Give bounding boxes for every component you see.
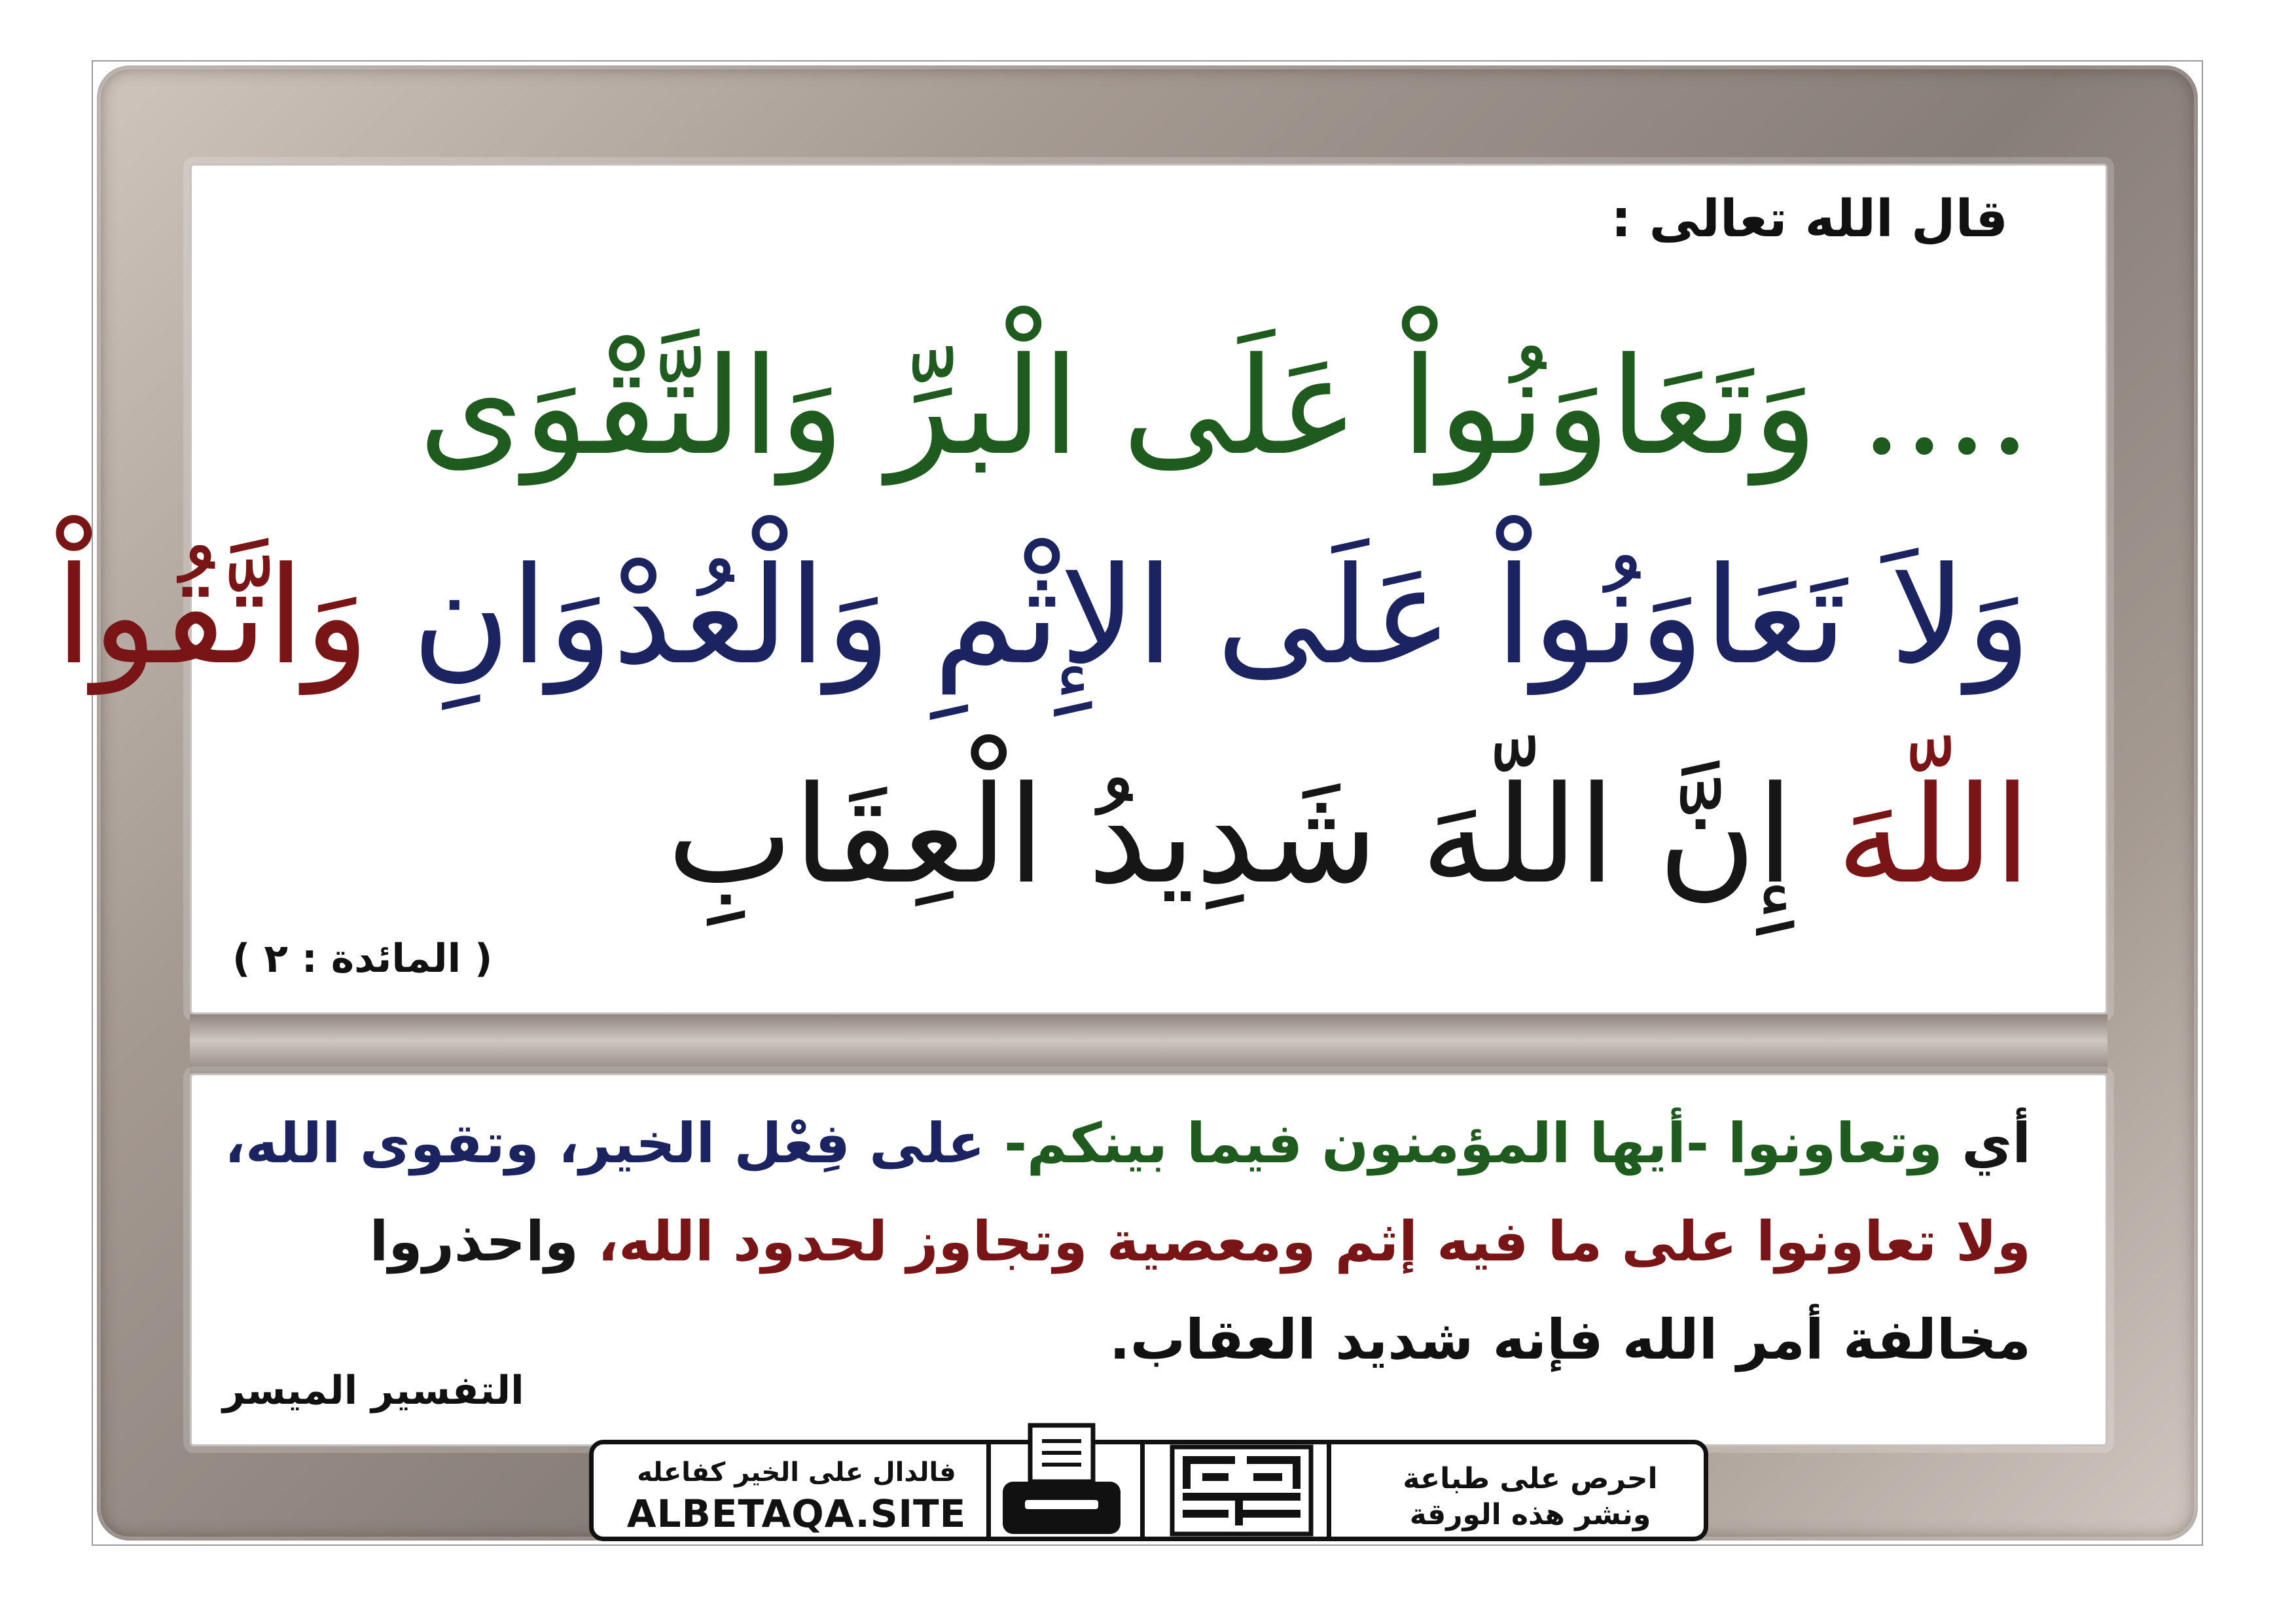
footer-separator-2 (1140, 1444, 1145, 1537)
footer-site-link[interactable]: ALBETAQA.SITE (626, 1491, 967, 1536)
verse-line-2 (55, 539, 2031, 694)
dawah-logo (1170, 1444, 1314, 1537)
tafsir-line-1-part-1: أي (1962, 1111, 2031, 1175)
verse-line-3 (666, 758, 2031, 914)
tafsir-line-2-part-2: واحذروا (369, 1209, 579, 1274)
tafsir-line-2-part-1: ولا تعاونوا على ما فيه إثم ومعصية وتجاوز لحدود الله، (598, 1209, 2031, 1274)
tafsir-line-1-part-2: وتعاونوا -أيها المؤمنون فيما بينكم- (1004, 1111, 1943, 1175)
footer-call-line-2: ونشر هذه الورقة (1409, 1498, 1651, 1531)
frame-divider (190, 1014, 2108, 1073)
verse-line-2-part-2: عَلَى الإِثْمِ وَالْعُدْوَانِ (412, 539, 1453, 694)
footer-separator-3 (1327, 1444, 1331, 1537)
printer-icon (996, 1421, 1127, 1543)
verse-line-3-part-2: إِنَّ اللّهَ شَدِيدُ الْعِقَابِ (666, 758, 1794, 914)
verse-line-2-part-1: وَلاَ تَعَاوَنُواْ (1495, 539, 2031, 694)
tafsir-line-3: مخالفة أمر الله فإنه شديد العقاب. (1109, 1308, 2031, 1372)
verse-line-2-part-3: وَاتَّقُواْ (55, 539, 370, 694)
footer-call-block (1383, 1461, 1677, 1533)
footer-call-line-1: احرص على طباعة (1403, 1462, 1658, 1495)
footer-slogan: فالدال على الخير كفاعله (637, 1457, 956, 1488)
footer-banner (589, 1440, 1708, 1541)
verse-line-3-part-1: اللّهَ (1836, 758, 2031, 914)
footer-separator (986, 1444, 991, 1537)
tafsir-line-1 (224, 1111, 2031, 1175)
verse-intro: قال الله تعالى : (1611, 190, 2008, 249)
tafsir-line-1-part-3: على فِعْل الخير، وتقوى الله، (224, 1111, 985, 1175)
tafsir-source: التفسير الميسر (223, 1368, 524, 1414)
tafsir-line-2 (369, 1209, 2031, 1274)
verse-reference: ( المائدة : ٢ ) (232, 936, 493, 982)
verse-line-1: .... وَتَعَاوَنُواْ عَلَى الْبرِّ وَالتَّقْوَى (418, 329, 2031, 485)
footer-site-block (613, 1457, 980, 1536)
